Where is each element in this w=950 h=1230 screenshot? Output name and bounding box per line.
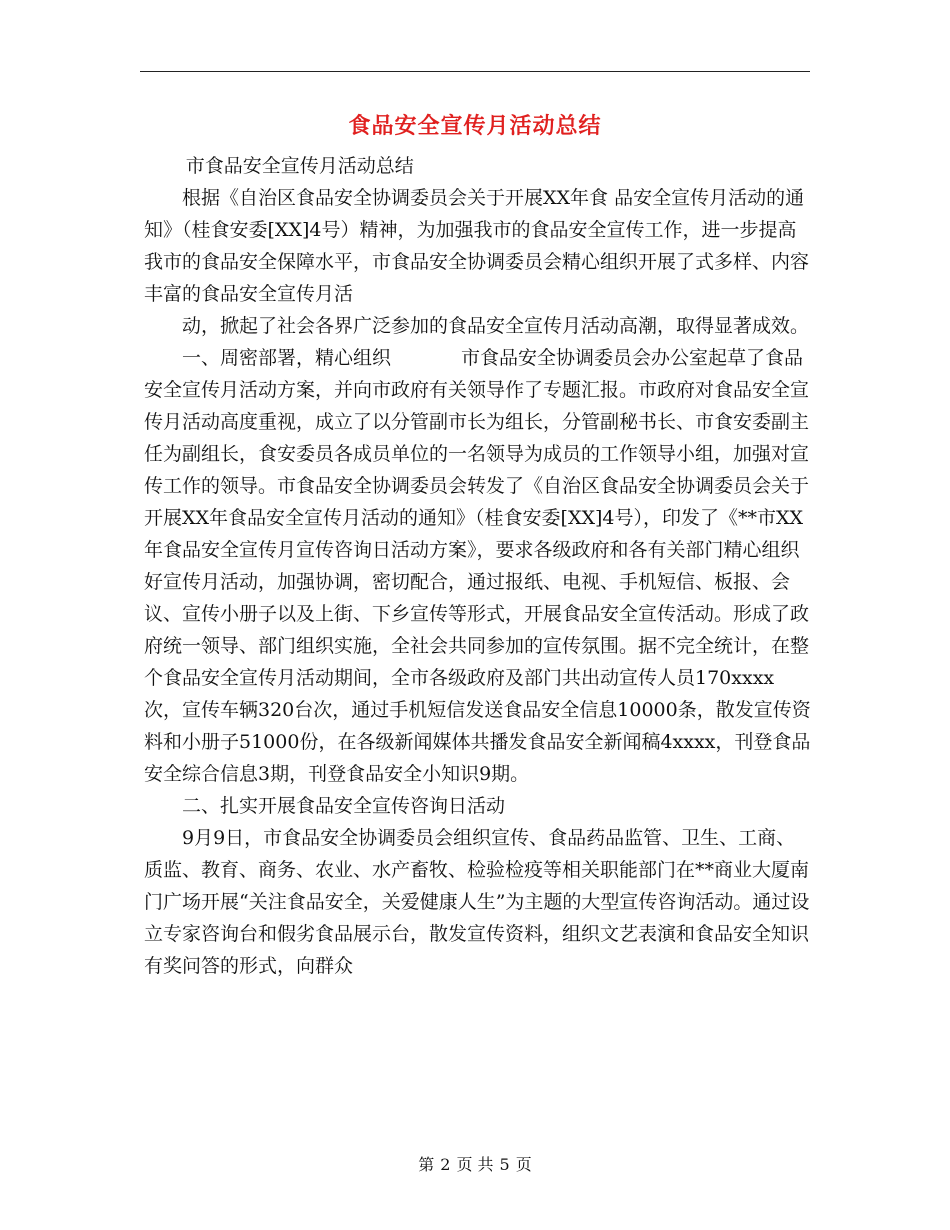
footer-prefix: 第 [418, 1155, 435, 1174]
document-body [144, 150, 812, 982]
header-rule [140, 71, 810, 72]
footer-middle: 页 共 [456, 1155, 494, 1174]
paragraph-intro: 根据《自治区食品安全协调委员会关于开展XX年食 品安全宣传月活动的通知》（桂食安委[XX]4号）精神，为加强我市的食品安全宣传工作，进一步提高我市的食品安全保障水平，市食品安全协调委员会精心组织开展了式多样、内容丰富的食品安全宣传月活 [144, 187, 810, 305]
section-2-text: 9月9日，市食品安全协调委员会组织宣传、食品药品监管、卫生、工商、质监、教育、商务、农业、水产畜牧、检验检疫等相关职能部门在**商业大厦南门广场开展“关注食品安全，关爱健康人生”为主题的大型宣传咨询活动。通过设立专家咨询台和假劣食品展示台，散发宣传资料，组织文艺表演和食品安全知识有奖问答的形式，向群众 [144, 827, 810, 977]
section-1-heading: 一、周密部署，精心组织 [182, 347, 392, 369]
footer-suffix: 页 [515, 1155, 532, 1174]
document-subtitle: 市食品安全宣传月活动总结 [185, 155, 414, 177]
section-2-heading: 二、扎实开展食品安全宣传咨询日活动 [182, 795, 506, 817]
page-footer [0, 1153, 950, 1177]
footer-page-number: 2 [440, 1155, 451, 1174]
section-1 [144, 342, 812, 790]
footer-total-pages: 5 [499, 1155, 510, 1174]
section-1-text: 市食品安全协调委员会办公室起草了食品安全宣传月活动方案，并向市政府有关领导作了专题汇报。市政府对食品安全宣传月活动高度重视，成立了以分管副市长为组长，分管副秘书长、市食安委副主任为副组长，食安委员各成员单位的一名领导为成员的工作领导小组，加强对宣传工作的领导。市食品安全协调委员会转发了《自治区食品安全协调委员会关于开展XX年食品安全宣传月活动的通知》（桂食安委[XX]4号），印发了《**市XX年食品安全宣传月宣传咨询日活动方案》，要求各级政府和各有关部门精心组织好宣传月活动，加强协调，密切配合，通过报纸、电视、手机短信、板报、会议、宣传小册子以及上街、下乡宣传等形式，开展食品安全宣传活动。形成了政府统一领导、部门组织实施，全社会共同参加的宣传氛围。据不完全统计，在整个食品安全宣传月活动期间，全市各级政府及部门共出动宣传人员170xxxx次，宣传车辆320台次，通过手机短信发送食品安全信息10000条，散发宣传资料和小册子51000份，在各级新闻媒体共播发食品安全新闻稿4xxxx，刊登食品安全综合信息3期，刊登食品安全小知识9期。 [144, 347, 811, 785]
document-title: 食品安全宣传月活动总结 [348, 113, 602, 139]
paragraph-intro-continued: 动，掀起了社会各界广泛参加的食品安全宣传月活动高潮，取得显著成效。 [182, 315, 810, 337]
